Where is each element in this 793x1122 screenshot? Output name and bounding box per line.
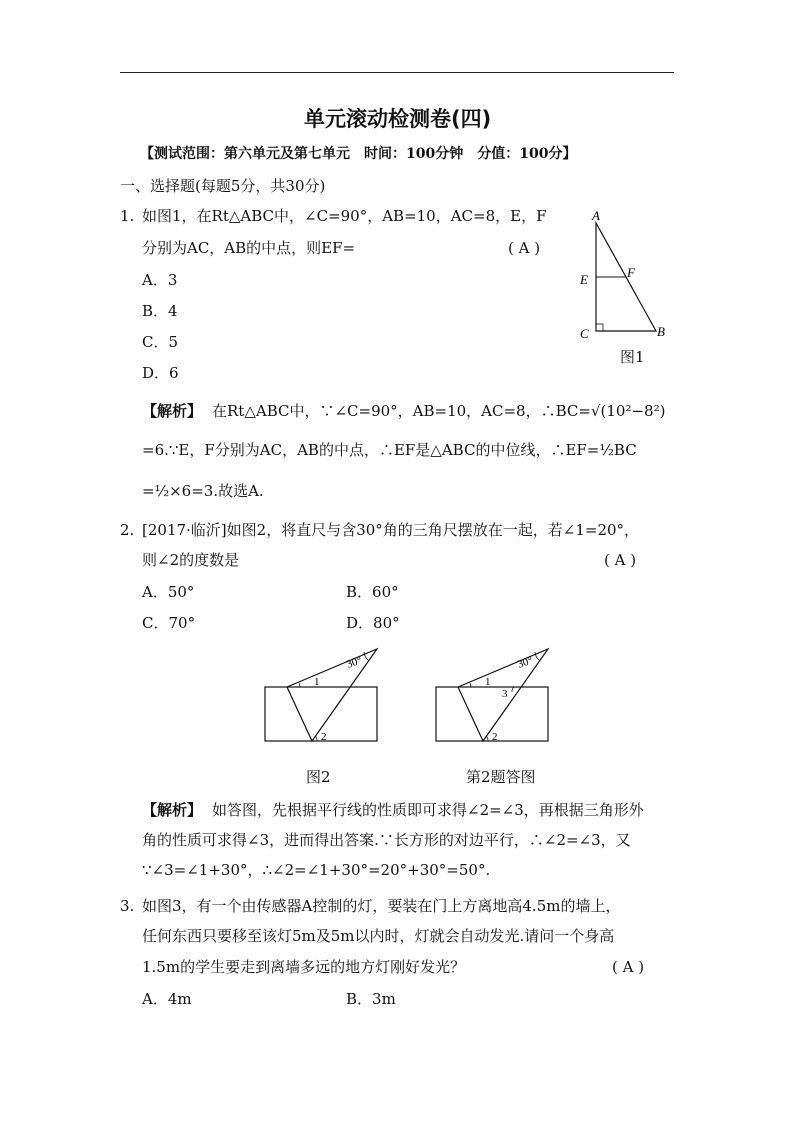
fig2a-label-2: 2	[492, 731, 498, 743]
fig2-label-30: 30°	[344, 654, 364, 671]
fig1-label-c: C	[580, 326, 589, 341]
q3-option-a: A．4m	[142, 990, 192, 1008]
q1-option-c: C．5	[142, 333, 179, 351]
q1-line2: 分别为AC，AB的中点，则EF=	[142, 239, 356, 257]
q2-analysis-line1: 如答图，先根据平行线的性质即可求得∠2=∠3，再根据三角形外	[212, 801, 644, 819]
q2-option-d: D．80°	[346, 614, 400, 632]
q1-analysis-line1: 在Rt△ABC中，∵∠C=90°，AB=10，AC=8，∴BC=√(10²−8²)	[212, 402, 666, 420]
section-heading: 一、选择题(每题5分，共30分)	[120, 177, 326, 195]
fig2-label-2: 2	[321, 731, 327, 743]
fig2-label-1: 1	[314, 676, 320, 688]
q1-number: 1.	[120, 207, 135, 225]
q3-number: 3.	[120, 897, 135, 915]
q2-analysis-line3: ∵∠3=∠1+30°，∴∠2=∠1+30°=20°+30°=50°.	[142, 861, 491, 879]
q2-option-b: B．60°	[346, 583, 399, 601]
q3-line1: 如图3，有一个由传感器A控制的灯，要装在门上方离地高4.5m的墙上，	[142, 897, 621, 915]
q2-analysis-tag: 【解析】	[142, 801, 203, 819]
q3-line3: 1.5m的学生要走到离墙多远的地方灯刚好发光？	[142, 958, 466, 976]
q1-line1: 如图1，在Rt△ABC中，∠C=90°，AB=10，AC=8，E，F	[142, 207, 547, 225]
fig1-label-f: F	[627, 265, 635, 280]
fig1-label-b: B	[657, 324, 665, 339]
fig2a-label-1: 1	[485, 676, 491, 688]
q1-analysis-line2: =6.∵E，F分别为AC，AB的中点，∴EF是△ABC的中位线，∴EF=½BC	[142, 441, 637, 459]
figure-1-caption: 图1	[620, 348, 645, 366]
q1-analysis-line3: =½×6=3.故选A.	[142, 482, 264, 500]
fig1-label-e: E	[580, 272, 588, 287]
figure-2-answer-diagram	[431, 640, 556, 750]
q3-line2: 任何东西只要移至该灯5m及5m以内时，灯就会自动发光.请问一个身高	[142, 927, 615, 945]
test-info: 【测试范围：第六单元及第七单元 时间：100分钟 分值：100分】	[140, 146, 577, 162]
q2-option-a: A．50°	[142, 583, 195, 601]
q2-option-c: C．70°	[142, 614, 196, 632]
q1-option-b: B．4	[142, 302, 178, 320]
figure-2-caption: 图2	[306, 768, 331, 786]
q3-option-b: B．3m	[346, 990, 396, 1008]
q1-answer: ( A )	[508, 239, 541, 257]
top-rule	[120, 72, 674, 73]
figure-1-triangle	[570, 205, 680, 365]
fig1-label-a: A	[592, 208, 600, 223]
q1-option-a: A．3	[142, 271, 178, 289]
q2-answer: ( A )	[604, 551, 637, 569]
q2-analysis-line2: 角的性质可求得∠3，进而得出答案.∵长方形的对边平行，∴∠2=∠3，又	[142, 831, 631, 849]
q2-line2: 则∠2的度数是	[142, 551, 240, 569]
q3-answer: ( A )	[612, 958, 645, 976]
q2-number: 2.	[120, 521, 135, 539]
fig2a-label-30: 30°	[515, 654, 535, 671]
figure-2-ruler-triangle	[260, 640, 385, 750]
q2-line1: [2017·临沂]如图2，将直尺与含30°角的三角尺摆放在一起，若∠1=20°，	[142, 521, 640, 539]
q1-option-d: D．6	[142, 364, 179, 382]
figure-2-answer-caption: 第2题答图	[466, 768, 536, 786]
q1-analysis-tag: 【解析】	[142, 402, 203, 420]
page-title: 单元滚动检测卷(四)	[304, 107, 492, 131]
fig2a-label-3: 3	[502, 688, 508, 700]
